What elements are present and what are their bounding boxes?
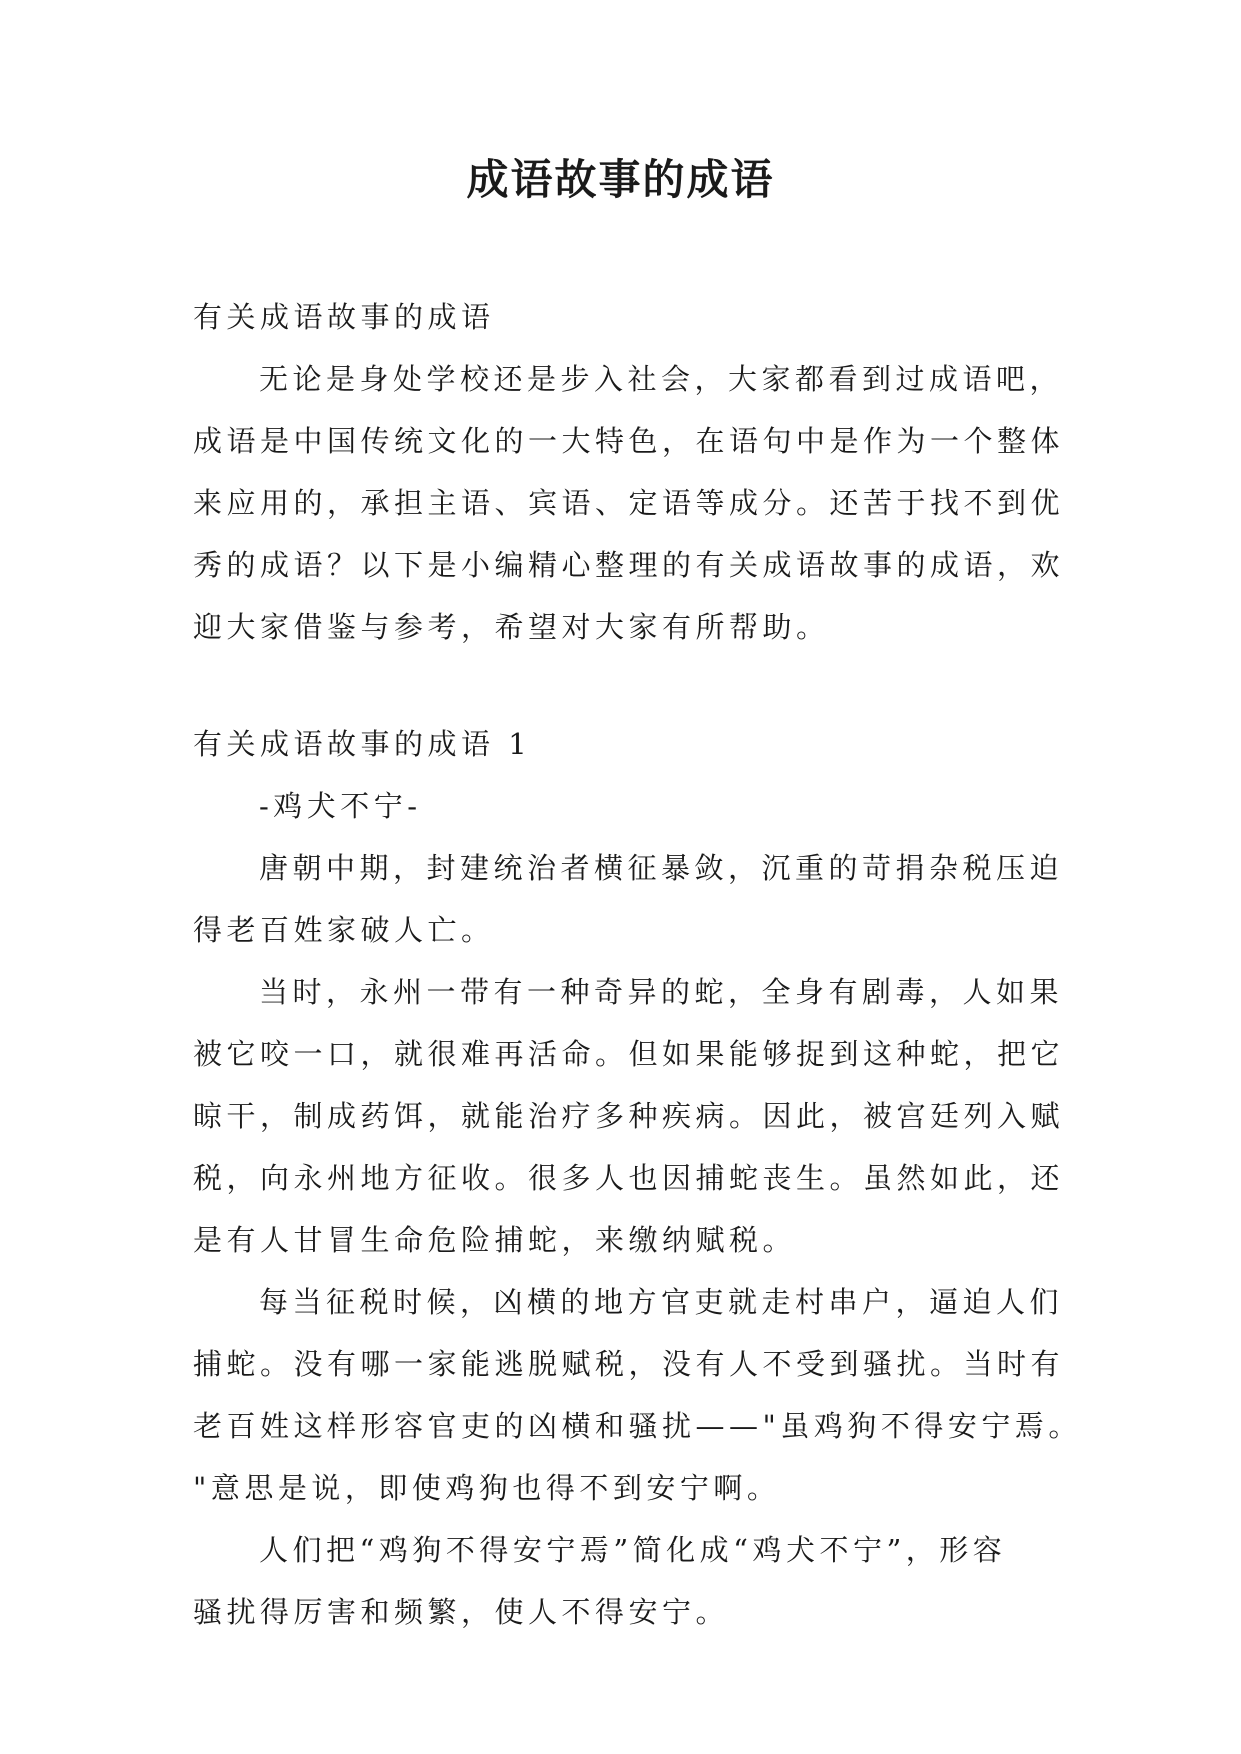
story-paragraph-2: [193, 961, 1065, 1271]
text-line: 当时，永州一带有一种奇异的蛇，全身有剧毒，人如果: [259, 975, 1064, 1009]
story-paragraph-4: [193, 1519, 1065, 1643]
intro-paragraph: [193, 348, 1065, 658]
text-line: 骚扰得厉害和频繁，使人不得安宁。: [193, 1595, 730, 1629]
section-heading: 有关成语故事的成语 1: [193, 727, 532, 761]
section-subtitle: -鸡犬不宁-: [259, 789, 422, 823]
text-line: 是有人甘冒生命危险捕蛇，来缴纳赋税。: [193, 1223, 797, 1257]
text-line: 得老百姓家破人亡。: [193, 913, 495, 947]
story-paragraph-1: [193, 837, 1065, 961]
text-line: 迎大家借鉴与参考，希望对大家有所帮助。: [193, 610, 830, 644]
text-line: 无论是身处学校还是步入社会，大家都看到过成语吧，: [259, 362, 1064, 396]
text-line: 被它咬一口，就很难再活命。但如果能够捉到这种蛇，把它: [193, 1037, 1065, 1071]
story-paragraph-3: [193, 1271, 1082, 1519]
text-line: 成语是中国传统文化的一大特色，在语句中是作为一个整体: [193, 424, 1065, 458]
text-line: 人们把“鸡狗不得安宁焉”简化成“鸡犬不宁”，形容: [259, 1533, 1007, 1567]
text-line: 来应用的，承担主语、宾语、定语等成分。还苦于找不到优: [193, 486, 1065, 520]
text-line: 秀的成语？以下是小编精心整理的有关成语故事的成语，欢: [193, 548, 1065, 582]
intro-heading: 有关成语故事的成语: [193, 300, 495, 334]
document-title: 成语故事的成语: [466, 155, 775, 204]
text-line: 捕蛇。没有哪一家能逃脱赋税，没有人不受到骚扰。当时有: [193, 1347, 1065, 1381]
text-line: 晾干，制成药饵，就能治疗多种疾病。因此，被宫廷列入赋: [193, 1099, 1065, 1133]
text-line: 税，向永州地方征收。很多人也因捕蛇丧生。虽然如此，还: [193, 1161, 1065, 1195]
text-line: 唐朝中期，封建统治者横征暴敛，沉重的苛捐杂税压迫: [259, 851, 1064, 885]
text-line: 每当征税时候，凶横的地方官吏就走村串户，逼迫人们: [259, 1285, 1064, 1319]
document-body: [193, 286, 1082, 1643]
text-line: 老百姓这样形容官吏的凶横和骚扰——"虽鸡狗不得安宁焉。: [193, 1409, 1082, 1443]
text-line: "意思是说，即使鸡狗也得不到安宁啊。: [193, 1471, 781, 1505]
